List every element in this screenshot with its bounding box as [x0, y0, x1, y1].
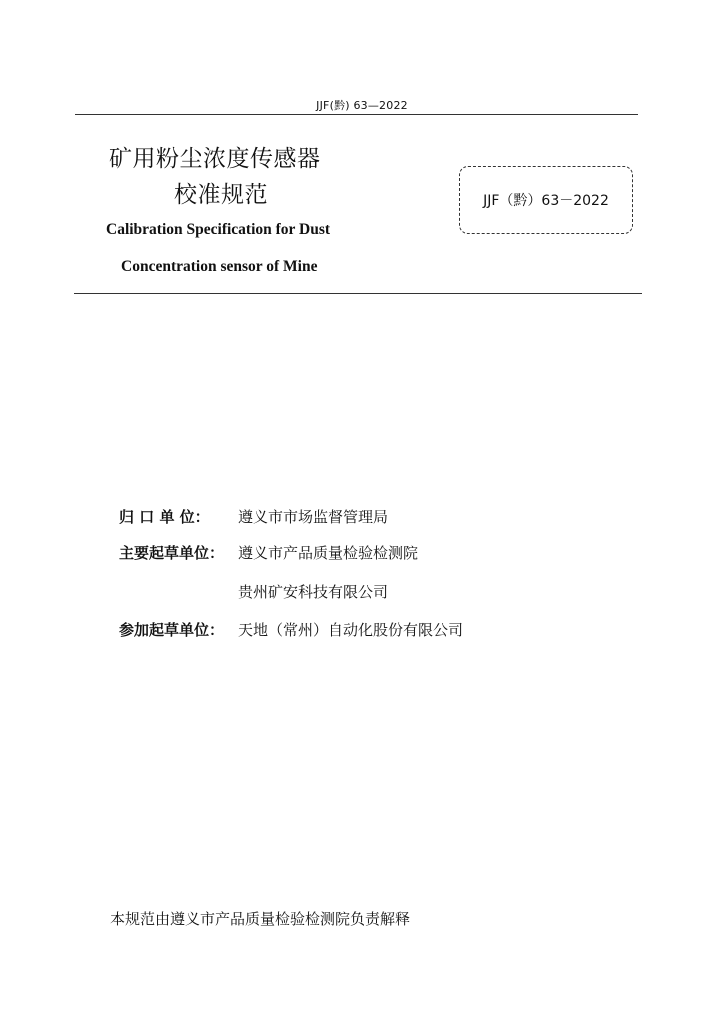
interpretation-note: 本规范由遵义市产品质量检验检测院负责解释 [110, 910, 411, 928]
responsible-unit-value: 遵义市市场监督管理局 [238, 508, 389, 526]
standard-code-text: JJF（黔）63－2022 [483, 193, 609, 209]
title-en-line1: Calibration Specification for Dust [106, 221, 331, 238]
main-drafting-unit-value-2: 贵州矿安科技有限公司 [238, 583, 389, 601]
main-drafting-unit-label: 主要起草单位： [119, 544, 225, 562]
responsible-unit-label: 归 口 单 位： [119, 508, 210, 526]
header-rule [75, 114, 638, 115]
title-cn-line1: 矿用粉尘浓度传感器 [109, 146, 321, 172]
title-rule [74, 293, 642, 294]
participating-unit-label: 参加起草单位： [119, 621, 225, 639]
title-cn-line2: 校准规范 [174, 182, 268, 208]
title-en-line2: Concentration sensor of Mine [121, 258, 318, 275]
main-drafting-unit-value-1: 遵义市产品质量检验检测院 [238, 544, 419, 562]
header-standard-code: JJF(黔) 63—2022 [316, 99, 408, 112]
standard-code-box [459, 166, 633, 234]
participating-unit-value: 天地（常州）自动化股份有限公司 [238, 621, 464, 639]
